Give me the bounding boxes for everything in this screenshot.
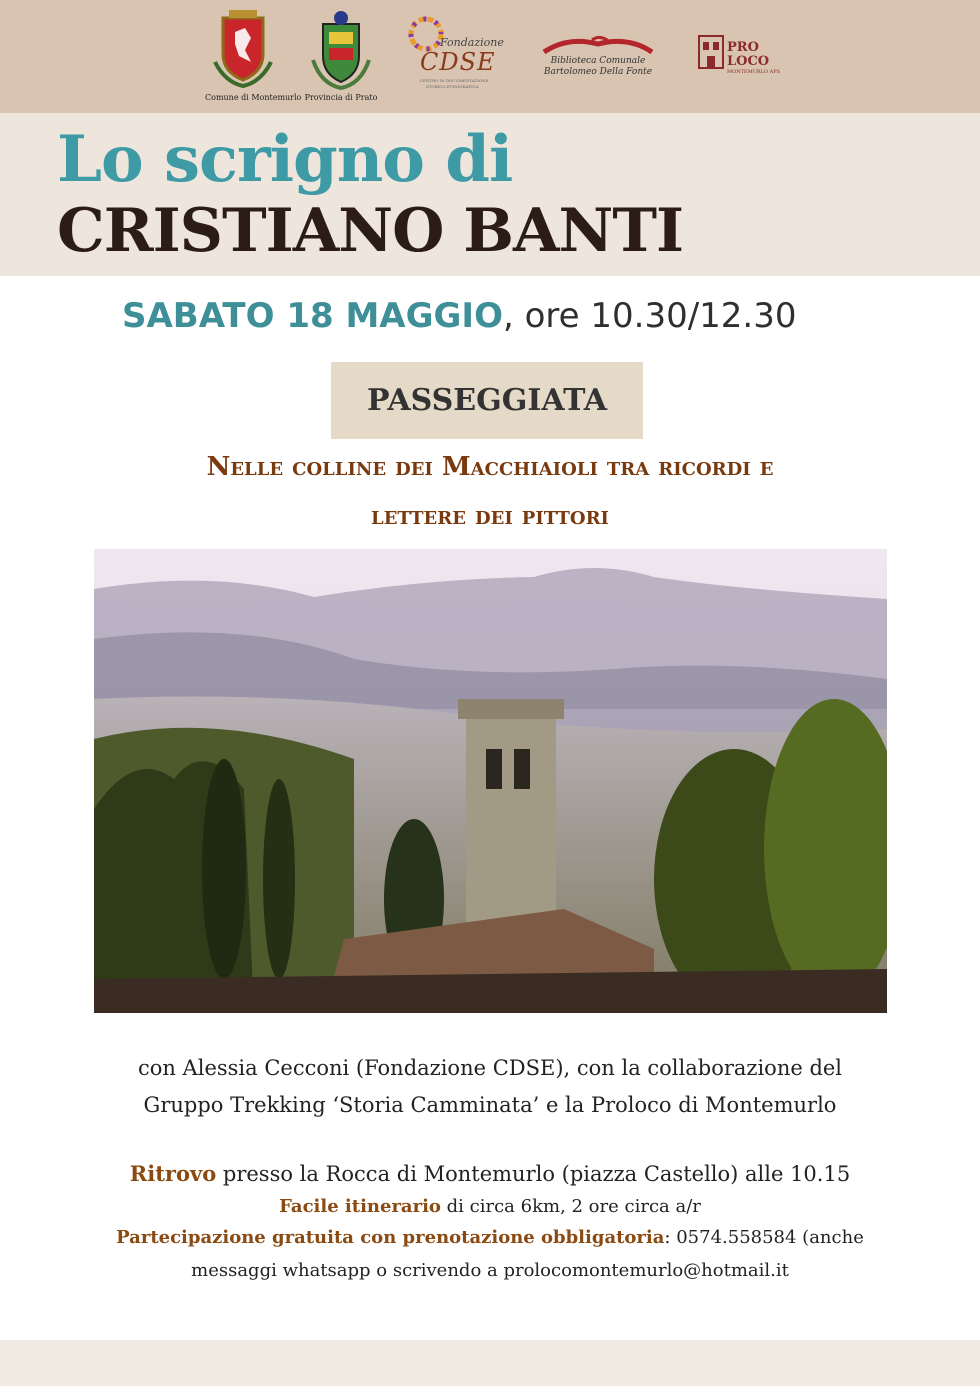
cdse-sub2: STORICO ETNOGRAFICA xyxy=(426,84,479,89)
subtitle-line2: lettere dei pittori xyxy=(371,501,609,531)
footer-band xyxy=(0,1340,980,1386)
booking-line2: messaggi whatsapp o scrivendo a prolocomontemurlo@hotmail.it xyxy=(191,1260,789,1281)
cdse-sub1: CENTRO DI DOCUMENTAZIONE xyxy=(420,78,489,83)
credits-line1: con Alessia Cecconi (Fondazione CDSE), con la collaborazione del xyxy=(137,1056,843,1080)
landscape-photo xyxy=(94,549,887,1013)
cdse-logo xyxy=(406,10,506,90)
cdse-name: CDSE xyxy=(420,48,496,76)
provincia-logo xyxy=(303,10,379,102)
event-type-box xyxy=(331,362,643,439)
booking-text: : 0574.558584 (anche xyxy=(664,1227,864,1248)
event-type-label: PASSEGGIATA xyxy=(366,383,608,418)
proloco-tower-icon xyxy=(697,32,725,72)
proloco-sub: MONTEMURLO APS xyxy=(727,69,781,75)
date-line xyxy=(122,296,797,336)
provincia-caption: Provincia di Prato xyxy=(304,93,378,102)
proloco-line1: PRO xyxy=(727,40,759,55)
biblioteca-line1: Biblioteca Comunale xyxy=(550,56,646,66)
subtitle-line1: Nelle colline dei Macchiaioli tra ricordi e xyxy=(206,452,774,482)
title-line1: Lo scrigno di xyxy=(57,122,513,197)
provincia-crest-icon xyxy=(303,10,379,90)
booking-line1 xyxy=(0,1227,980,1248)
proloco-logo xyxy=(697,10,787,80)
biblioteca-logo xyxy=(538,10,658,80)
route-label: Facile itinerario xyxy=(279,1196,441,1217)
book-icon xyxy=(538,32,658,56)
biblioteca-line2: Bartolomeo Della Fonte xyxy=(543,67,653,77)
meeting-label: Ritrovo xyxy=(129,1161,217,1186)
comune-caption: Comune di Montemurlo xyxy=(205,93,302,102)
comune-crest-icon xyxy=(205,10,281,90)
meeting-line xyxy=(0,1161,980,1186)
comune-logo xyxy=(205,10,302,102)
proloco-line2: LOCO xyxy=(727,54,770,69)
date-day: SABATO 18 MAGGIO xyxy=(122,296,503,336)
meeting-text: presso la Rocca di Montemurlo (piazza Castello) alle 10.15 xyxy=(216,1162,851,1186)
cdse-prefix: Fondazione xyxy=(440,36,504,49)
route-line xyxy=(0,1196,980,1217)
title-line2: CRISTIANO BANTI xyxy=(57,196,684,266)
route-text: di circa 6km, 2 ore circa a/r xyxy=(440,1196,701,1217)
booking-label: Partecipazione gratuita con prenotazione obbligatoria xyxy=(116,1227,665,1248)
date-time: , ore 10.30/12.30 xyxy=(503,296,797,336)
credits-line2: Gruppo Trekking ‘Storia Camminata’ e la Proloco di Montemurlo xyxy=(143,1093,837,1117)
